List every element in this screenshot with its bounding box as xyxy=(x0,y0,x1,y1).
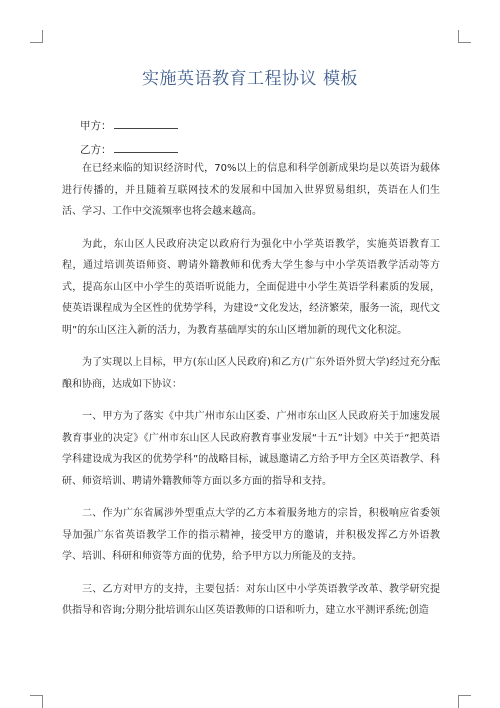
paragraph: 二、作为广东省属涉外型重点大学的乙方本着服务地方的宗旨，积极响应省委领导加强广东省英语教学工作的指示精神，接受甲方的邀请，并积极发挥乙方外语教学、培训、科研和师资等方面的优势，给予甲方以力所能及的支持。 xyxy=(62,508,440,562)
party-a-row xyxy=(80,117,178,133)
paragraph: 在已经来临的知识经济时代，70%以上的信息和科学创新成果均是以英语为载体进行传播的，并且随着互联网技术的发展和中国加入世界贸易组织，英语在人们生活、学习、工作中交流频率也将会越来越高。 xyxy=(62,163,440,217)
crop-mark-bottom-right xyxy=(458,695,471,708)
party-b-row xyxy=(80,141,178,157)
paragraph: 一、甲方为了落实《中共广州市东山区委、广州市东山区人民政府关于加速发展教育事业的决定》《广州市东山区人民政府教育事业发展“十五”计划》中关于“把英语学科建设成为我区的优势学科”的战略目标，诚恳邀请乙方给予甲方全区英语教学、科研、师资培训、聘请外籍教师等方面以多方面的指导和支持。 xyxy=(62,411,440,487)
document-body xyxy=(62,158,440,633)
crop-mark-bottom-left xyxy=(30,695,43,708)
paragraph: 三、乙方对甲方的支持，主要包括：对东山区中小学英语教学改革、教学研究提供指导和咨询;分期分批培训东山区英语教师的口语和听力，建立水平测评系统;创造 xyxy=(62,583,440,616)
party-b-blank[interactable] xyxy=(114,141,178,153)
crop-mark-top-right xyxy=(458,30,471,43)
document-title: 实施英语教育工程协议 模板 xyxy=(142,69,358,89)
crop-mark-top-left xyxy=(30,30,43,43)
paragraph: 为了实现以上目标，甲方(东山区人民政府)和乙方(广东外语外贸大学)经过充分酝酿和协商，达成如下协议： xyxy=(62,357,440,390)
party-a-label: 甲方： xyxy=(80,120,112,132)
party-a-blank[interactable] xyxy=(114,117,178,129)
party-b-label: 乙方： xyxy=(80,144,112,156)
paragraph: 为此，东山区人民政府决定以政府行为强化中小学英语教学，实施英语教育工程，通过培训英语师资、聘请外籍教师和优秀大学生参与中小学英语教学活动等方式，提高东山区中小学生的英语听说能力，全面促进中小学生英语学科素质的发展，使英语课程成为全区性的优势学科，为建设“文化发达，经济繁荣，服务一流，现代文明”的东山区注入新的活力，为教育基础厚实的东山区增加新的现代文化积淀。 xyxy=(62,238,440,336)
